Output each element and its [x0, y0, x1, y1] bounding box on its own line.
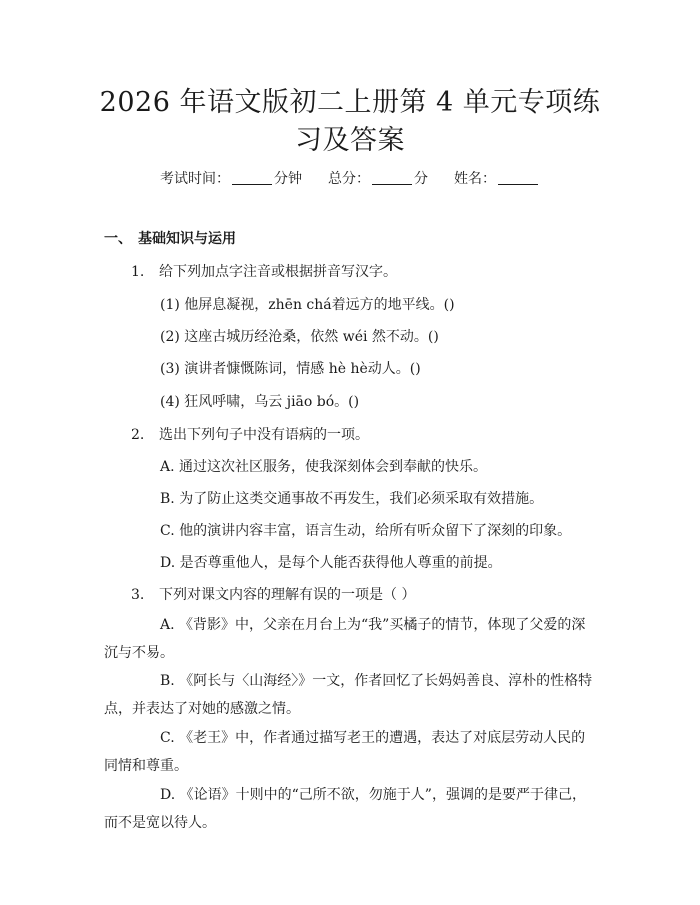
- exam-time-unit: 分钟: [274, 171, 302, 187]
- exam-score-unit: 分: [414, 171, 428, 187]
- section-title: 基础知识与运用: [138, 231, 236, 247]
- answer-option: C. 他的演讲内容丰富，语言生动，给所有听众留下了深刻的印象。: [160, 523, 572, 539]
- page-title: 2026 年语文版初二上册第 4 单元专项练习及答案: [99, 87, 601, 156]
- question-item: (1) 他屏息凝视，zhēn chá着远方的地平线。(): [160, 297, 455, 313]
- question-stem: [131, 262, 397, 282]
- question-stem: [131, 425, 369, 445]
- question-number: 3.: [131, 587, 145, 603]
- exam-score-blank: [372, 170, 412, 185]
- question-text: 给下列加点字注音或根据拼音写汉字。: [159, 264, 397, 280]
- question-text: 下列对课文内容的理解有误的一项是（ ）: [159, 587, 416, 603]
- section-heading: [104, 229, 236, 249]
- exam-score-label: 总分：: [328, 171, 370, 187]
- question-number: 2.: [131, 427, 145, 443]
- answer-option: A. 《背影》中，父亲在月台上为“我”买橘子的情节，体现了父爱的深沉与不易。: [104, 617, 586, 661]
- question-item: (3) 演讲者慷慨陈词，情感 hè hè动人。(): [160, 361, 421, 377]
- exam-time-blank: [232, 170, 272, 185]
- exam-name-label: 姓名：: [454, 171, 496, 187]
- question-item: (4) 狂风呼啸，乌云 jiāo bó。(): [160, 394, 360, 410]
- question-text: 选出下列句子中没有语病的一项。: [159, 427, 369, 443]
- answer-option: D. 是否尊重他人，是每个人能否获得他人尊重的前提。: [160, 555, 502, 571]
- answer-option: B. 《阿长与〈山海经〉》一文，作者回忆了长妈妈善良、淳朴的性格特点，并表达了对她的感激之情。: [104, 673, 593, 717]
- question-stem: [131, 585, 415, 605]
- question-number: 1.: [131, 264, 145, 280]
- answer-option: C. 《老王》中，作者通过描写老王的遭遇，表达了对底层劳动人民的同情和尊重。: [104, 730, 586, 774]
- section-number: 一、: [104, 231, 132, 247]
- answer-option: D. 《论语》十则中的“己所不欲，勿施于人”，强调的是要严于律己，而不是宽以待人。: [104, 787, 586, 831]
- question-item: (2) 这座古城历经沧桑，依然 wéi 然不动。(): [160, 329, 439, 345]
- exam-name-blank: [498, 170, 538, 185]
- answer-option: A. 通过这次社区服务，使我深刻体会到奉献的快乐。: [160, 459, 488, 475]
- exam-time-label: 考试时间：: [160, 171, 230, 187]
- exam-info-line: [0, 169, 700, 189]
- answer-option: B. 为了防止这类交通事故不再发生，我们必须采取有效措施。: [160, 491, 544, 507]
